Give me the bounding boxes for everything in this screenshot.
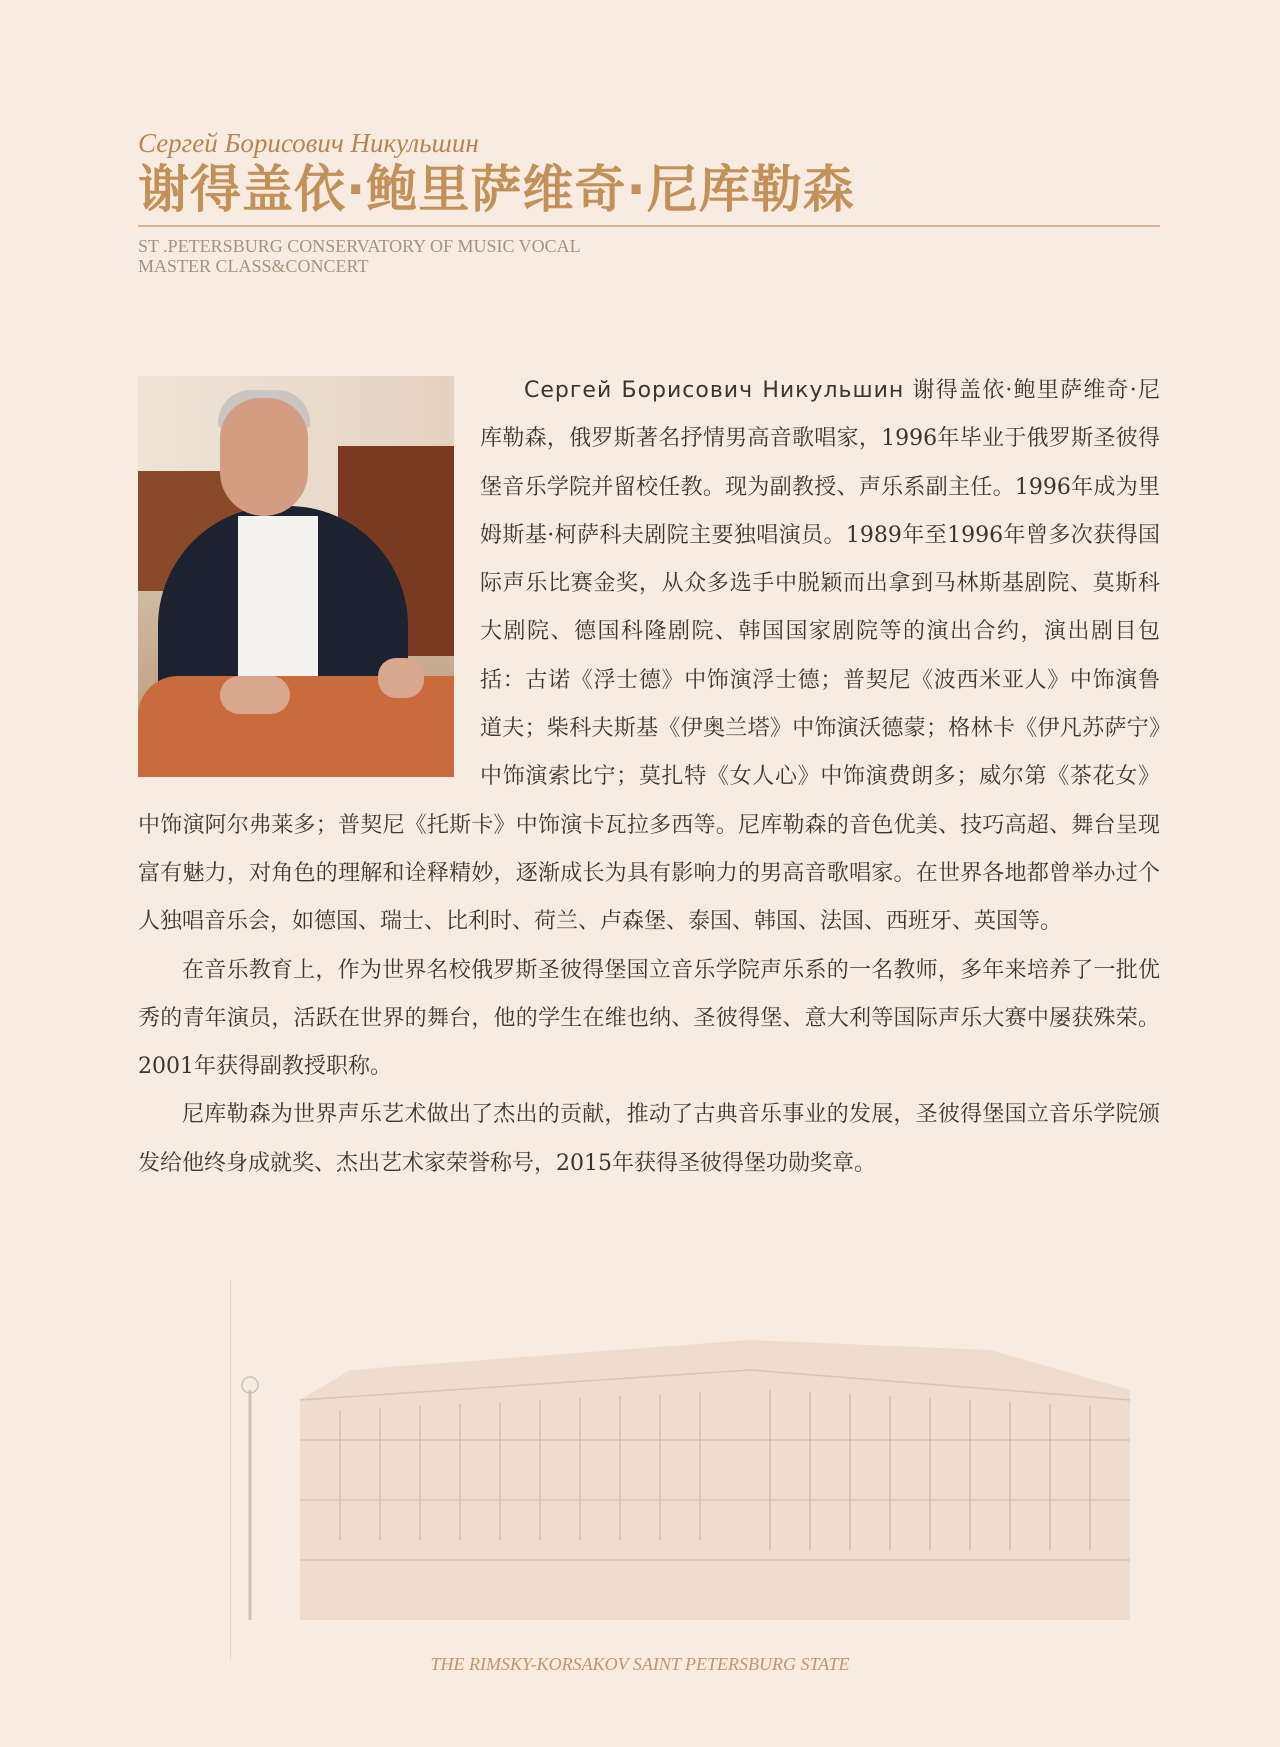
header	[138, 128, 1160, 276]
conservatory-building-illustration	[230, 1280, 1190, 1660]
header-divider	[138, 225, 1160, 227]
bio-russian-name: Сергей Борисович Никульшин	[524, 378, 905, 403]
conservatory-line-1: ST .PETERSBURG CONSERVATORY OF MUSIC VOCAL	[138, 236, 581, 256]
bio-paragraph-3: 尼库勒森为世界声乐艺术做出了杰出的贡献，推动了古典音乐事业的发展，圣彼得堡国立音乐学院颁发给他终身成就奖、杰出艺术家荣誉称号，2015年获得圣彼得堡功勋奖章。	[138, 1102, 1160, 1176]
footer-caption: THE RIMSKY-KORSAKOV SAINT PETERSBURG STATE	[430, 1654, 850, 1674]
russian-name-heading: Сергей Борисович Никульшин	[138, 128, 479, 158]
biography	[138, 367, 1160, 1188]
portrait-photo	[138, 376, 454, 777]
conservatory-subtitle	[138, 236, 581, 276]
bio-paragraph-1-text: 谢得盖依·鲍里萨维奇·尼库勒森，俄罗斯著名抒情男高音歌唱家，1996年毕业于俄罗斯圣彼得堡音乐学院并留校任教。现为副教授、声乐系副主任。1996年成为里姆斯基·柯萨科夫剧院主要独唱演员。1989年至1996年曾多次获得国际声乐比赛金奖，从众多选手中脱颖而出拿到马林斯基剧院、莫斯科大剧院、德国科隆剧院、韩国国家剧院等的演出合约，演出剧目包括：古诺《浮士德》中饰演浮士德；普契尼《波西米亚人》中饰演鲁道夫；柴科夫斯基《伊奥兰塔》中饰演沃德蒙；格林卡《伊凡苏萨宁》中饰演索比宁；莫扎特《女人心》中饰演费朗多；威尔第《茶花女》中饰演阿尔弗莱多；普契尼《托斯卡》中饰演卡瓦拉多西等。尼库勒森的音色优美、技巧高超、舞台呈现富有魅力，对角色的理解和诠释精妙，逐渐成长为具有影响力的男高音歌唱家。在世界各地都曾举办过个人独唱音乐会，如德国、瑞士、比利时、荷兰、卢森堡、泰国、韩国、法国、西班牙、英国等。	[138, 378, 1160, 935]
bio-paragraph-2: 在音乐教育上，作为世界名校俄罗斯圣彼得堡国立音乐学院声乐系的一名教师，多年来培养了一批优秀的青年演员，活跃在世界的舞台，他的学生在维也纳、圣彼得堡、意大利等国际声乐大赛中屡获殊荣。2001年获得副教授职称。	[138, 957, 1160, 1080]
chinese-name-title: 谢得盖依·鲍里萨维奇·尼库勒森	[138, 161, 855, 220]
conservatory-line-2: MASTER CLASS&CONCERT	[138, 256, 369, 276]
